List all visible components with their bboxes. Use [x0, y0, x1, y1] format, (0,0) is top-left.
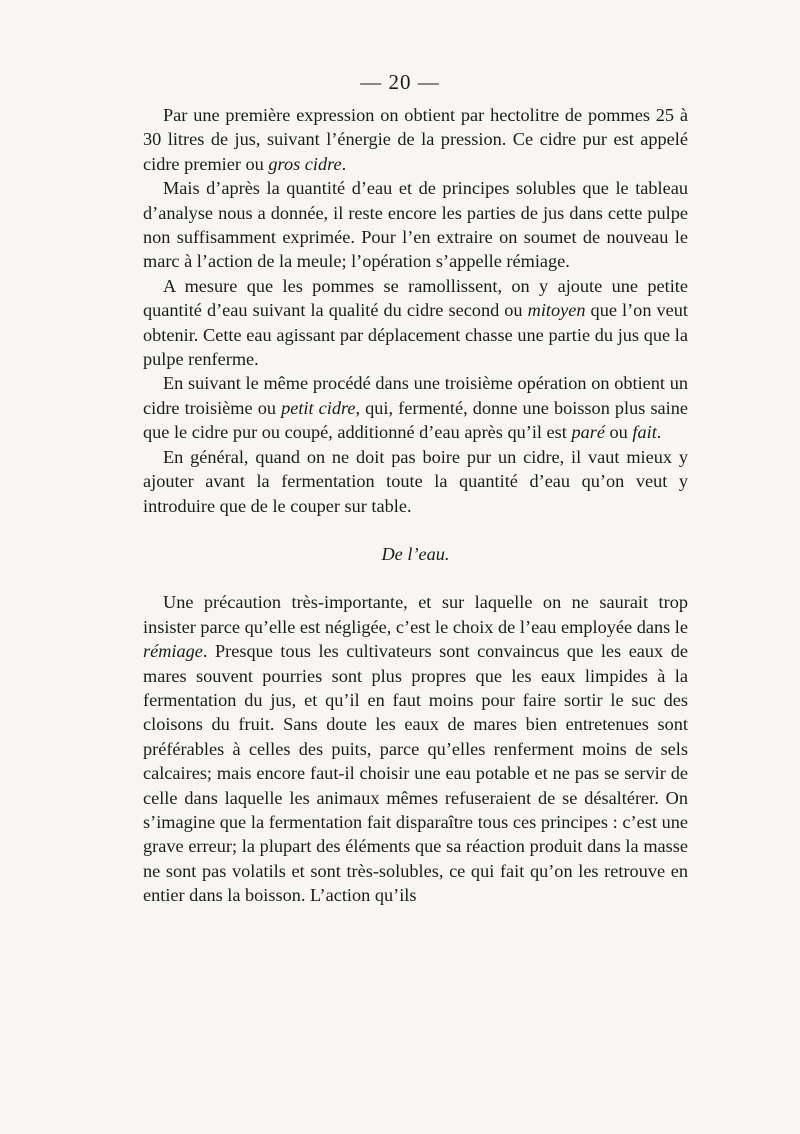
term-pare: paré [571, 422, 605, 443]
paragraph-5: En général, quand on ne doit pas boire pur un cidre, il vaut mieux y ajouter avant la fermentation toute la quantité d’eau qu’on veut y introduire que de le couper sur table. [143, 446, 688, 516]
term-fait: fait [632, 422, 657, 443]
term-gros-cidre: gros cidre [268, 153, 342, 174]
section-heading: De l’eau. [381, 543, 450, 564]
paragraph-4-conj: ou [604, 422, 633, 443]
page-number: — 20 — [360, 70, 440, 94]
paragraph-1-end: . [341, 153, 347, 174]
paragraph-4-text: En suivant le même procédé dans une troisième opération on obtient un cidre troisième ou [143, 373, 688, 418]
term-remiage: rémiage [143, 641, 203, 662]
term-petit-cidre: petit cidre [281, 397, 356, 418]
body-text [143, 103, 688, 908]
paragraph-2: Mais d’après la quantité d’eau et de principes solubles que le tableau d’analyse nous a donnée, il reste encore les parties de jus dans cette pulpe non suffisamment exprimée. Pour l’en extraire on soumet de nouveau le marc à l’action de la meule; l’opération s’appelle rémiage. [143, 178, 688, 272]
paragraph-3-text: A mesure que les pommes se ramollissent, on y ajoute une petite quantité d’eau suivant la qualité du cidre second ou [143, 275, 688, 321]
paragraph-4-middle: , qui, fermenté, donne une boisson plus saine que le cidre pur ou coupé, additionné d’eau après qu’il est [143, 397, 689, 443]
paragraph-3 [143, 274, 688, 372]
paragraph-6-end: . Presque tous les cultivateurs sont convaincus que les eaux de mares souvent pourries sont plus propres que les eaux limpides à la fermentation du jus, et qu’il en faut moins pour faire sortir le suc des cloisons du fruit. Sans doute les eaux de mares bien entretenues sont préférables à celles des puits, parce qu’elles renferment moins de sels calcaires; mais encore faut-il choisir une eau potable et ne pas se servir de celle dans laquelle les animaux mêmes refuseraient de se désaltérer. On s’imagine que la fermentation fait disparaître tous ces principes : c’est une grave erreur; la plupart des éléments que sa réaction produit dans la masse ne sont pas volatils et sont très-solubles, ce qui fait qu’on les retrouve en entier dans la boisson. L’action qu’ils [143, 641, 688, 906]
paragraph-1-text: Par une première expression on obtient par hectolitre de pommes 25 à 30 litres de jus, suivant l’énergie de la pression. Ce cidre pur est appelé cidre premier ou [143, 105, 688, 174]
paragraph-6 [143, 590, 688, 907]
paragraph-3-end: que l’on veut obtenir. Cette eau agissant par déplacement chasse une partie du jus que la pulpe renferme. [143, 300, 688, 370]
term-mitoyen: mitoyen [527, 300, 586, 321]
paragraph-4 [143, 371, 688, 444]
paragraph-4-end: . [656, 422, 662, 443]
paragraph-6-text: Une précaution très-importante, et sur laquelle on ne saurait trop insister parce qu’elle est négligée, c’est le choix de l’eau employée dans le [143, 592, 688, 637]
paragraph-1 [143, 103, 688, 176]
